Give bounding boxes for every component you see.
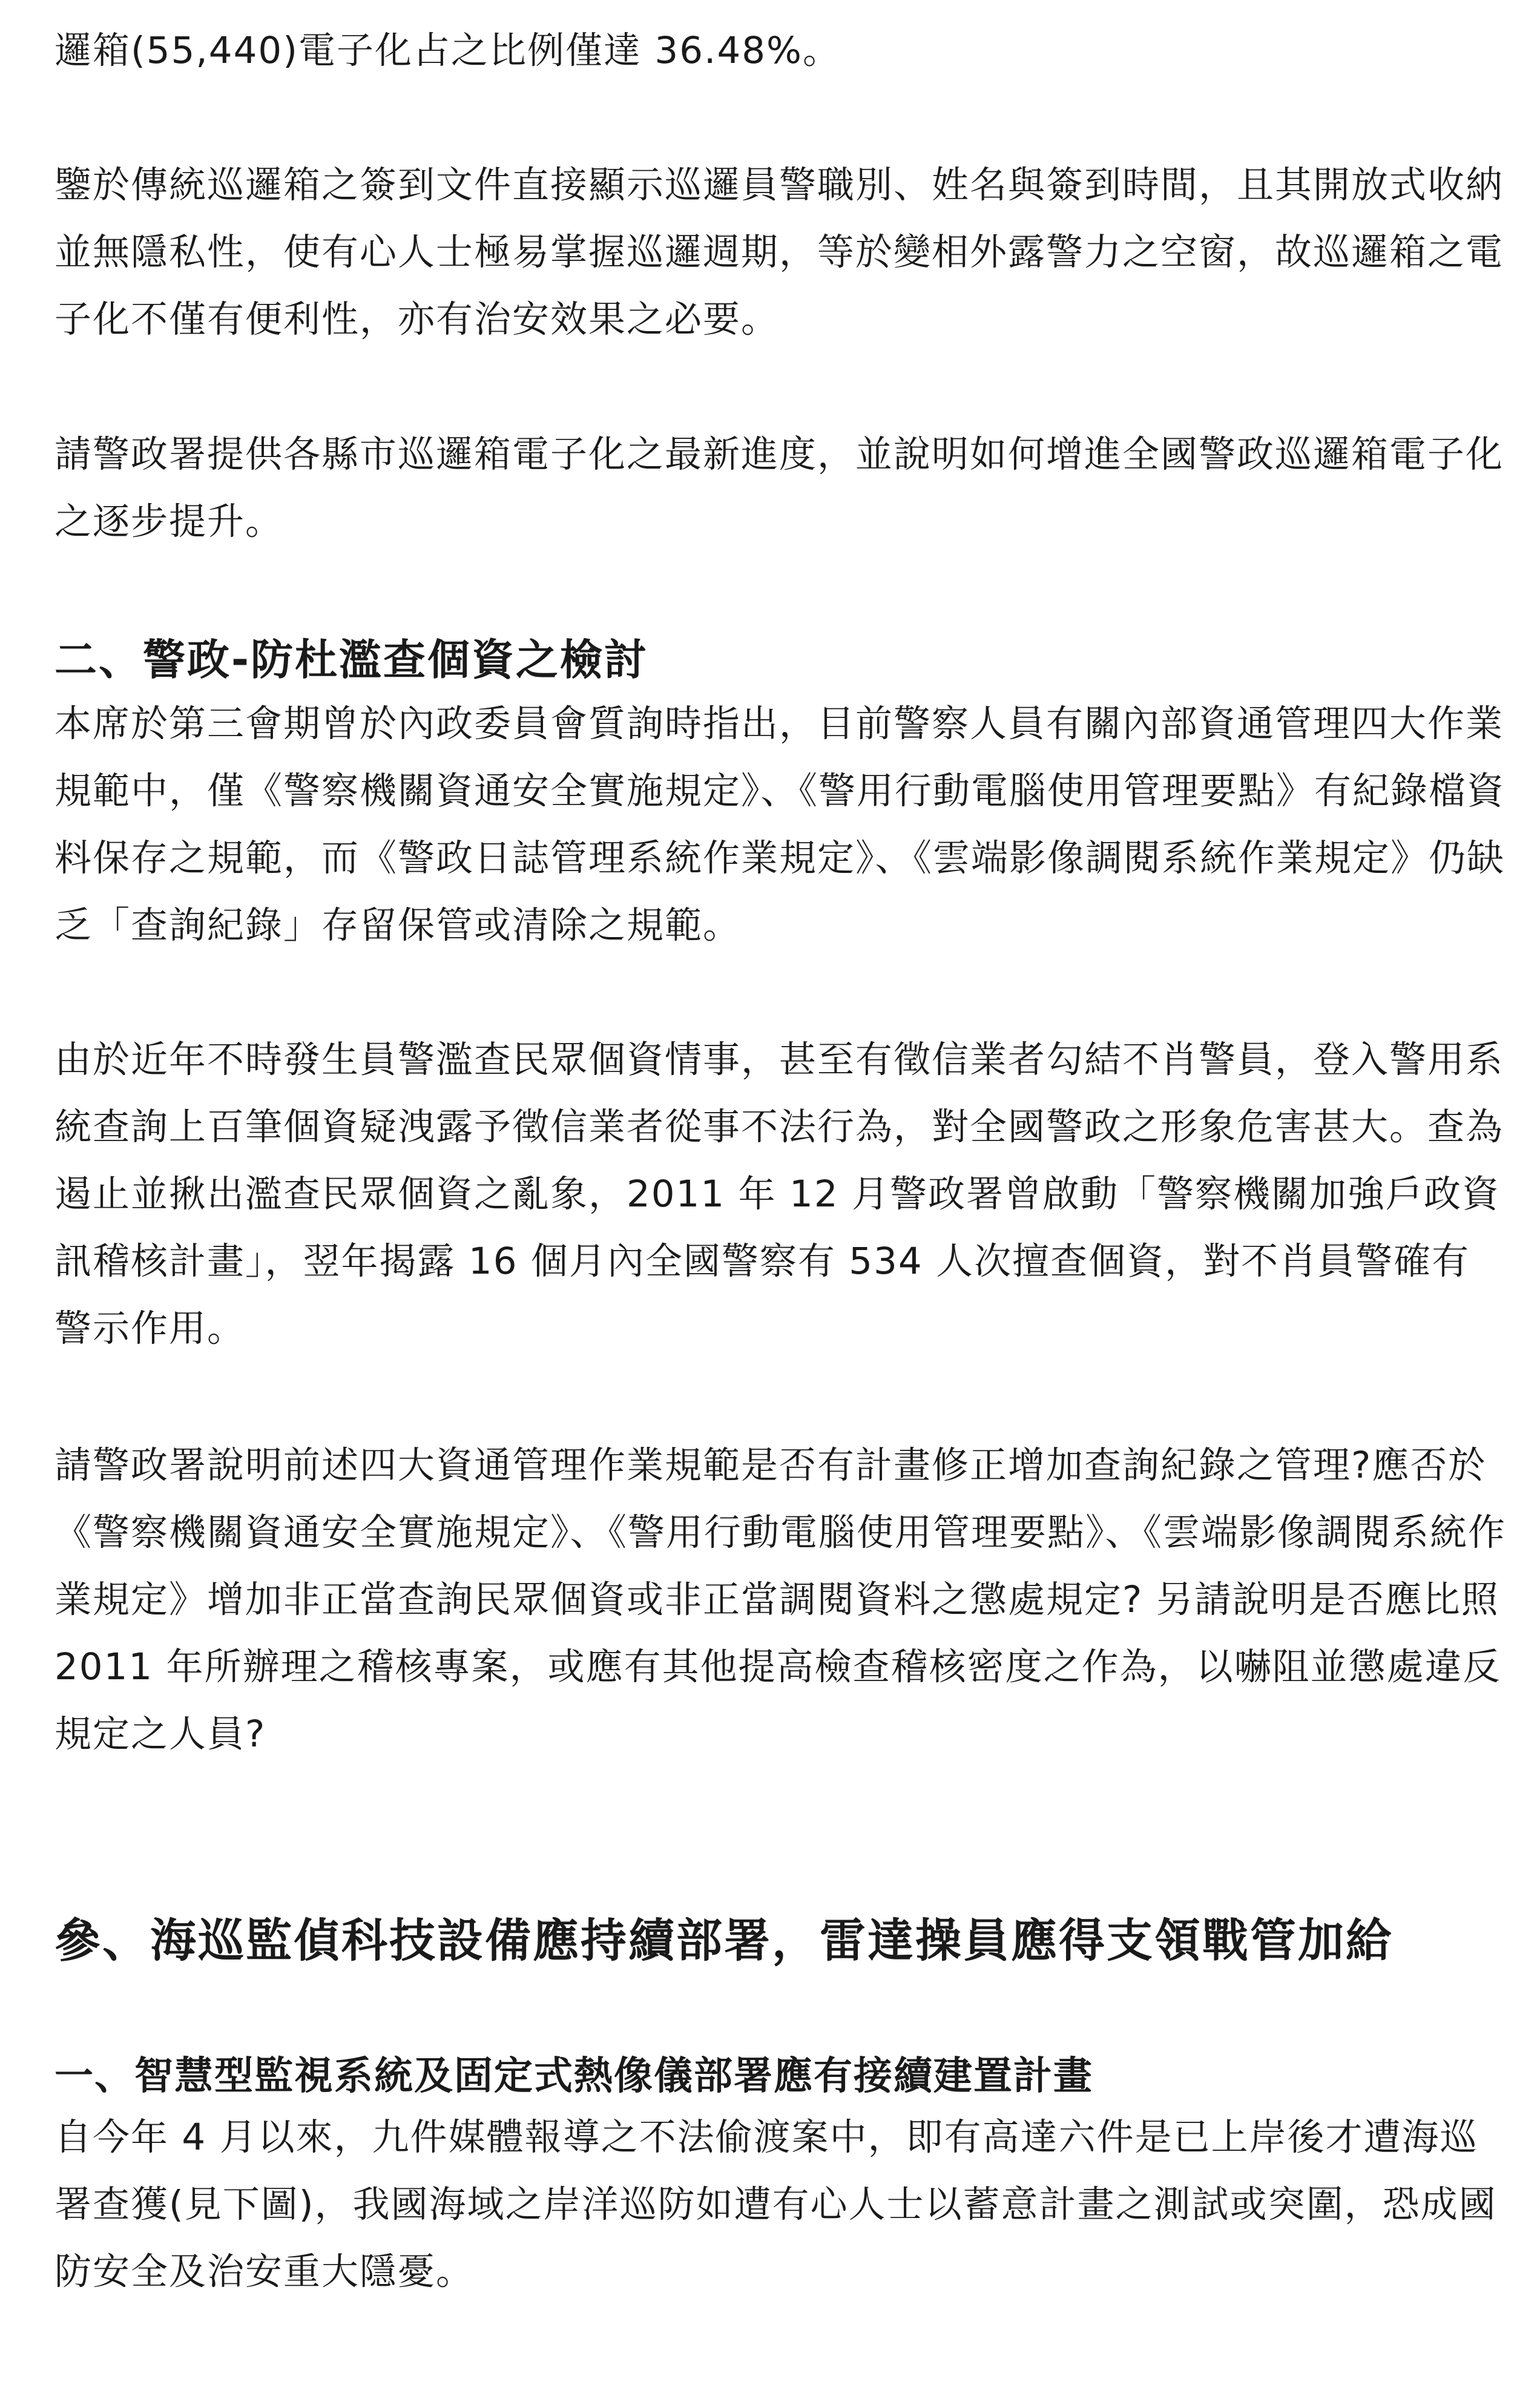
paragraph-data-misuse-cases: 由於近年不時發生員警濫查民眾個資情事，甚至有徵信業者勾結不肖警員，登入警用系統查詢上百筆個資疑洩露予徵信業者從事不法行為，對全國警政之形象危害甚大。查為遏止並揪出濫查民眾個資之亂象，2011 年 12 月警政署曾啟動「警察機關加強戶政資訊稽核計畫」，翌年揭露 16 個月內全國警察有 534 人次擅查個資，對不肖員警確有警示作用。 [54,1038,1504,1350]
paragraph-smuggling-cases: 自今年 4 月以來，九件媒體報導之不法偷渡案中，即有高達六件是已上岸後才遭海巡署查獲(見下圖)，我國海域之岸洋巡防如遭有心人士以蓄意計畫之測試或突圍，恐成國防安全及治安重大隱憂。 [54,2116,1497,2293]
paragraph-patrol-box-privacy: 鑒於傳統巡邏箱之簽到文件直接顯示巡邏員警職別、姓名與簽到時間，且其開放式收納並無隱私性，使有心人士極易掌握巡邏週期，等於變相外露警力之空窗，故巡邏箱之電子化不僅有便利性，亦有治安效果之必要。 [54,163,1504,341]
chapter-heading-coast-guard: 參、海巡監偵科技設備應持續部署，雷達操員應得支領戰管加給 [54,1914,1394,1967]
paragraph-four-regulations: 本席於第三會期曾於內政委員會質詢時指出，目前警察人員有關內部資通管理四大作業規範中，僅《警察機關資通安全實施規定》、《警用行動電腦使用管理要點》有紀錄檔資料保存之規範，而《警政日誌管理系統作業規定》、《雲端影像調閱系統作業規定》仍缺乏「查詢紀錄」存留保管或清除之規範。 [54,702,1505,947]
subsection-heading-surveillance: 一、智慧型監視系統及固定式熱像儀部署應有接續建置計畫 [54,2054,1093,2099]
paragraph-patrol-box-request: 請警政署提供各縣市巡邏箱電子化之最新進度，並說明如何增進全國警政巡邏箱電子化之逐步提升。 [54,433,1504,543]
paragraph-regulation-request: 請警政署說明前述四大資通管理作業規範是否有計畫修正增加查詢紀錄之管理?應否於《警察機關資通安全實施規定》、《警用行動電腦使用管理要點》、《雲端影像調閱系統作業規定》增加非正當查詢民眾個資或非正當調閱資料之懲處規定? 另請說明是否應比照 2011 年所辦理之稽核專案，或應有其他提高檢查稽核密度之作為，以嚇阻並懲處違反規定之人員? [54,1444,1507,1756]
paragraph-patrol-box-ratio: 邏箱(55,440)電子化占之比例僅達 36.48%。 [54,29,841,72]
section-heading-data-misuse: 二、警政-防杜濫查個資之檢討 [54,635,649,685]
